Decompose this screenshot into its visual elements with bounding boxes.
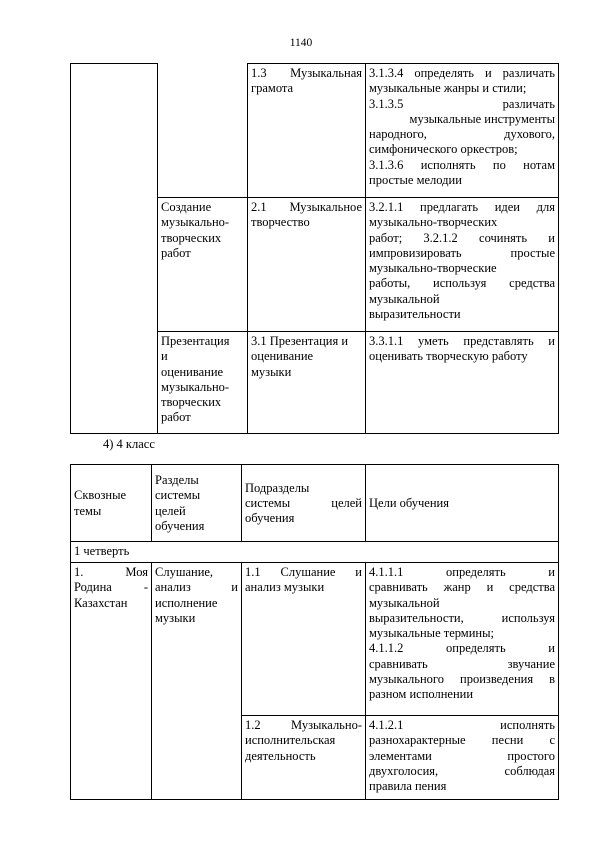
section-line: творческих bbox=[161, 395, 222, 410]
goal-line: выразительности bbox=[369, 307, 461, 322]
subsection-line: деятельность bbox=[245, 748, 316, 763]
section-line: Слушание, bbox=[155, 565, 214, 579]
quarter-row bbox=[71, 542, 559, 563]
section-cell bbox=[152, 563, 242, 800]
goals-cell bbox=[366, 563, 559, 716]
subsection-cell bbox=[248, 332, 366, 434]
subsection-line: оценивание bbox=[251, 349, 314, 364]
subsection-cell bbox=[248, 64, 366, 198]
section-line: музыки bbox=[155, 610, 196, 625]
goal-line: музыкальной bbox=[369, 595, 440, 610]
theme-line: Казахстан bbox=[74, 595, 128, 610]
header-line: системы bbox=[155, 488, 201, 503]
table-row bbox=[71, 563, 559, 716]
goal-line: музыкальной bbox=[369, 291, 440, 306]
goal-line: разном исполнении bbox=[369, 687, 474, 702]
goal-line: 4.1.1.2 определять и bbox=[369, 641, 555, 656]
section-line: оценивание bbox=[161, 364, 224, 379]
subsection-line: творчество bbox=[251, 215, 310, 230]
section-line: и bbox=[161, 349, 168, 364]
goal-line: работ; 3.2.1.2 сочинять и bbox=[369, 230, 555, 245]
goals-cell bbox=[366, 716, 559, 800]
goal-line: простые мелодии bbox=[369, 173, 462, 188]
goal-line: 3.3.1.1 уметь представлять и bbox=[369, 334, 555, 348]
subsection-cell bbox=[248, 198, 366, 332]
quarter-label: 1 четверть bbox=[71, 542, 559, 563]
goal-line: 3.1.3.4 определять и различать bbox=[369, 66, 555, 80]
goal-line: работы, используя средства bbox=[369, 276, 555, 291]
theme-line: Родина - bbox=[74, 580, 148, 595]
goal-line: импровизировать простые bbox=[369, 245, 555, 260]
goal-line: музыкально-творческие bbox=[369, 261, 497, 276]
table-row bbox=[71, 64, 559, 198]
goal-line: 3.1.3.5 различать bbox=[369, 96, 555, 111]
goal-line: музыкально-творческих bbox=[369, 215, 498, 230]
header-line: Разделы bbox=[155, 472, 199, 487]
goal-line: двухголосия, соблюдая bbox=[369, 763, 555, 778]
subsection-line: 1.2 Музыкально- bbox=[245, 718, 362, 732]
goal-line: сравнивать звучание bbox=[369, 656, 555, 671]
theme-cell bbox=[71, 563, 152, 800]
subsection-line: 1.3 Музыкальная bbox=[251, 66, 362, 80]
table-header-row bbox=[71, 465, 559, 542]
header-line: темы bbox=[74, 503, 102, 518]
themes-cell-empty bbox=[71, 64, 158, 434]
header-line: обучения bbox=[245, 511, 295, 526]
header-sections bbox=[152, 465, 242, 542]
goal-line: правила пения bbox=[369, 779, 447, 794]
subsection-line: музыки bbox=[251, 364, 292, 379]
subsection-line: анализ музыки bbox=[245, 580, 325, 595]
header-line: Сквозные bbox=[74, 488, 127, 503]
goal-line: симфонического оркестров; bbox=[369, 142, 518, 157]
header-themes bbox=[71, 465, 152, 542]
section-line: работ bbox=[161, 245, 191, 260]
goal-line: народного, духового, bbox=[369, 127, 555, 142]
goal-line: 3.1.3.6 исполнять по нотам bbox=[369, 157, 555, 172]
goal-line: разнохарактерные песни с bbox=[369, 733, 555, 748]
subsection-line: 1.1 Слушание и bbox=[245, 565, 362, 579]
section-line: Создание bbox=[161, 200, 212, 214]
theme-line: 1. Моя bbox=[74, 565, 148, 579]
subsection-line: исполнительская bbox=[245, 733, 336, 748]
curriculum-table-grade-3 bbox=[70, 63, 559, 434]
section-line: исполнение bbox=[155, 595, 218, 610]
header-line: целей bbox=[155, 503, 186, 518]
section-line: музыкально- bbox=[161, 379, 230, 394]
goal-line: музыкального произведения в bbox=[369, 672, 555, 687]
header-goals bbox=[366, 465, 559, 542]
subsection-line: грамота bbox=[251, 81, 294, 96]
header-line: Цели обучения bbox=[369, 495, 449, 510]
goal-line: элементами простого bbox=[369, 748, 555, 763]
goals-cell bbox=[366, 64, 559, 198]
goal-line: 4.1.1.1 определять и bbox=[369, 565, 555, 579]
section-line: творческих bbox=[161, 230, 222, 245]
goals-cell bbox=[366, 198, 559, 332]
section-cell bbox=[158, 332, 248, 434]
section-line: анализ и bbox=[155, 580, 238, 595]
goal-line: музыкальные жанры и стили; bbox=[369, 81, 527, 96]
goal-line: музыкальные инструменты bbox=[409, 111, 555, 126]
header-subsections bbox=[242, 465, 366, 542]
goal-line: 4.1.2.1 исполнять bbox=[369, 718, 555, 732]
header-line: системы целей bbox=[245, 495, 362, 510]
section-caption: 4) 4 класс bbox=[103, 437, 155, 451]
section-line: работ bbox=[161, 410, 191, 425]
section-line: Презентация bbox=[161, 334, 230, 348]
goal-line: оценивать творческую работу bbox=[369, 349, 528, 364]
goal-line: выразительности, используя bbox=[369, 610, 555, 625]
header-line: обучения bbox=[155, 518, 205, 533]
section-cell-empty bbox=[158, 64, 248, 198]
goal-line: музыкальные термины; bbox=[369, 626, 494, 641]
section-line: музыкально- bbox=[161, 215, 230, 230]
curriculum-table-grade-4 bbox=[70, 464, 559, 800]
subsection-cell bbox=[242, 563, 366, 716]
header-line: Подразделы bbox=[245, 480, 310, 495]
section-cell bbox=[158, 198, 248, 332]
goal-line: 3.2.1.1 предлагать идеи для bbox=[369, 200, 555, 214]
subsection-line: 2.1 Музыкальное bbox=[251, 200, 362, 214]
goals-cell bbox=[366, 332, 559, 434]
page-number: 1140 bbox=[289, 37, 313, 49]
subsection-cell bbox=[242, 716, 366, 800]
subsection-line: 3.1 Презентация и bbox=[251, 334, 349, 348]
goal-line: сравнивать жанр и средства bbox=[369, 580, 555, 595]
